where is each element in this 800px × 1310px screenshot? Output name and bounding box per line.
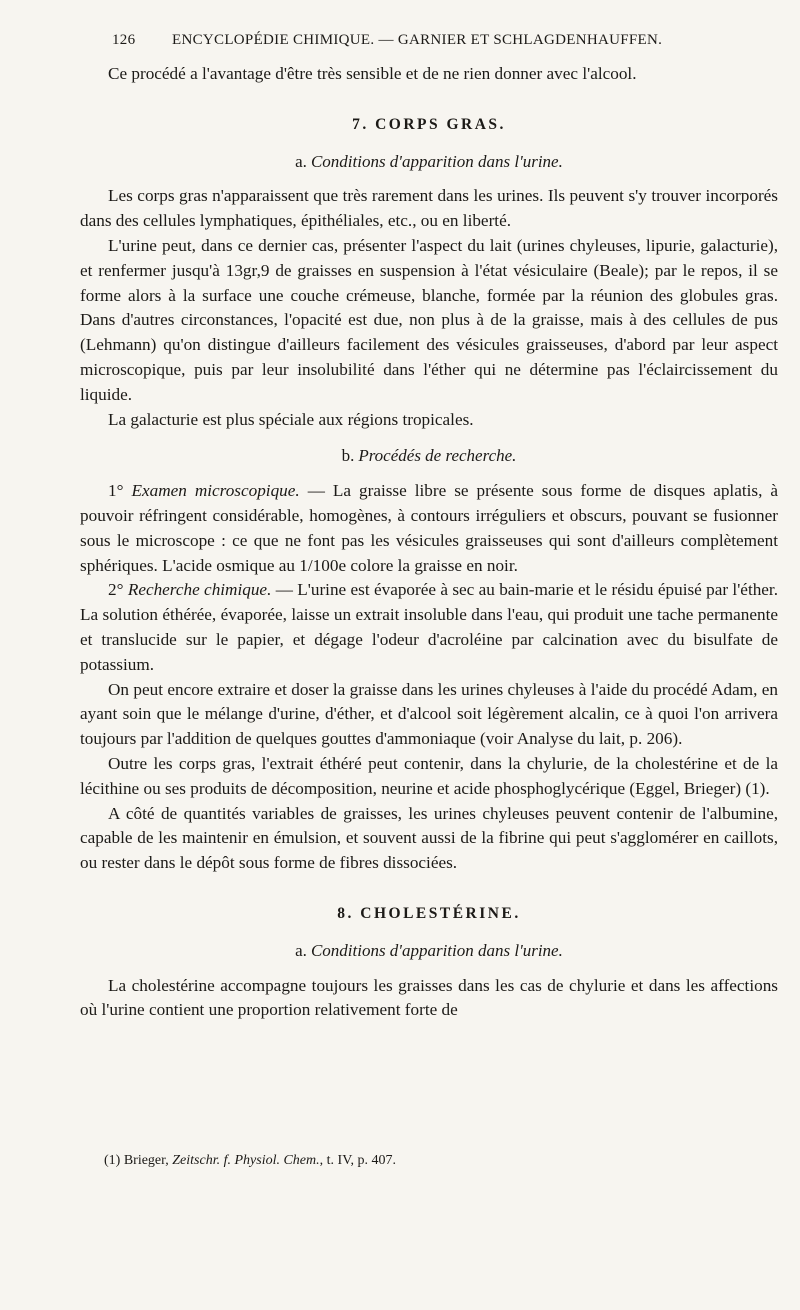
subsection-title: Conditions d'apparition dans l'urine. — [310, 151, 563, 171]
footnote-ref: , t. IV, p. 407. — [319, 1153, 396, 1168]
intro-line: Ce procédé a l'avantage d'être très sensible et de ne rien donner avec l'alcool. — [108, 64, 637, 83]
paragraph: On peut encore extraire et doser la graisse dans les urines chyleuses à l'aide du procédé Adam, en ayant soin que le mélange d'urine, d'éther, et d'alcool soit légèrement alcalin, ce à quoi l'on arrivera toujours par l'addition de quelques gouttes d'ammoniaque (voir Analyse du lait, p. 206). — [80, 679, 778, 749]
footnote-marker: (1) — [104, 1153, 121, 1168]
main-text — [80, 62, 778, 1023]
subsection-heading — [80, 444, 778, 469]
paragraph: La galacturie est plus spéciale aux régions tropicales. — [108, 409, 474, 429]
running-title: ENCYCLOPÉDIE CHIMIQUE. — GARNIER ET SCHLAGDENHAUFFEN. — [172, 32, 663, 48]
section-title-corps-gras: 7. CORPS GRAS. — [352, 115, 506, 133]
page-number: 126 — [112, 32, 136, 48]
subsection-letter: b. — [341, 446, 355, 466]
subsection-title: Procédés de recherche. — [358, 446, 517, 466]
paragraph-chemical — [80, 578, 778, 677]
item-title: Recherche chimique. — [127, 580, 272, 600]
subsection-title: Conditions d'apparition dans l'urine. — [310, 940, 563, 960]
paragraph: L'urine peut, dans ce dernier cas, présenter l'aspect du lait (urines chyleuses, lipurie, galacturie), et renfermer jusqu'à 13gr,9 de graisses en suspension à l'état vésiculaire (Beale); par le repos, il se forme alors à la surface une couche crémeuse, blanche, formée par la réunion des globules gras. Dans d'autres circonstances, l'opacité est due, non plus à de la graisse, mais à des cellules de pus (Lehmann) qu'on distingue d'ailleurs facilement des vésicules graisseuses, d'abord par leur aspect microscopique, puis par leur insolubilité dans l'éther qui ne détermine pas l'éclaircissement du liquide. — [80, 235, 778, 404]
subsection-heading — [80, 150, 778, 175]
paragraph: A côté de quantités variables de graisses, les urines chyleuses peuvent contenir de l'albumine, capable de les maintenir en émulsion, et souvent aussi de la fibrine qui peut s'agglomérer en caillots, ou rester dans le dépôt sous forme de fibres dissociées. — [80, 803, 778, 873]
paragraph: La cholestérine accompagne toujours les graisses dans les cas de chylurie et dans les affections où l'urine contient une proportion relativement forte de — [80, 975, 778, 1020]
paragraph-microscopic — [80, 479, 778, 578]
item-number: 1° — [108, 481, 132, 501]
footnote-journal: Zeitschr. f. Physiol. Chem. — [172, 1153, 320, 1168]
footnote — [104, 1152, 764, 1170]
subsection-letter: a. — [295, 940, 307, 960]
paragraph: Outre les corps gras, l'extrait éthéré peut contenir, dans la chylurie, de la cholestérine et de la lécithine ou ses produits de décomposition, neurine et acide phosphoglycérique (Eggel, Brieger) (1). — [80, 753, 778, 798]
running-header — [112, 32, 712, 49]
subsection-heading — [80, 939, 778, 964]
item-number: 2° — [108, 580, 128, 600]
section-title-cholesterine: 8. CHOLESTÉRINE. — [337, 904, 521, 922]
item-text: — La graisse libre se présente sous forme de disques aplatis, à pouvoir réfringent considérable, homogènes, à contours irréguliers et obscurs, pouvant se fusionner sous le microscope : ce que ne font pas les vésicules graisseuses qui sont d'ailleurs complètement sphériques. L'acide osmique au 1/100e colore la graisse en noir. — [80, 481, 778, 575]
subsection-letter: a. — [295, 151, 307, 171]
item-text: — L'urine est évaporée à sec au bain-marie et le résidu épuisé par l'éther. La solution éthérée, évaporée, laisse un extrait insoluble dans l'eau, qui produit une tache permanente et translucide sur le papier, et dégage l'odeur d'acroléine par calcination avec du bisulfate de potassium. — [80, 580, 779, 674]
item-title: Examen microscopique. — [131, 481, 300, 501]
footnote-author: Brieger, — [120, 1153, 173, 1168]
paragraph: Les corps gras n'apparaissent que très rarement dans les urines. Ils peuvent s'y trouver incorporés dans des cellules lymphatiques, épithéliales, etc., ou en liberté. — [80, 186, 778, 231]
